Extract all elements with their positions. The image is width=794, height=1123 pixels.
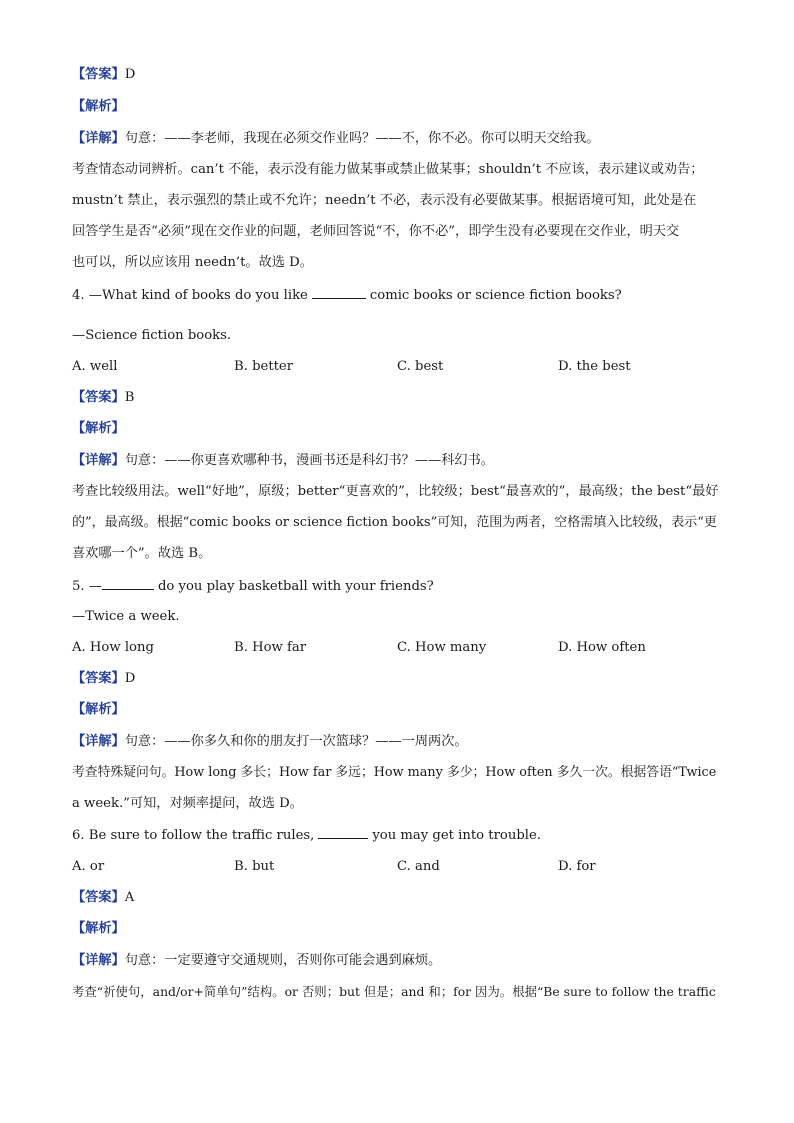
stem-part-b: do you play basketball with your friends? bbox=[157, 579, 434, 594]
q6-answer bbox=[72, 889, 134, 907]
answer-tag: 【答案】 bbox=[72, 67, 125, 82]
detail-text: 句意：——你多久和你的朋友打一次篮球？——一周两次。 bbox=[124, 734, 468, 749]
detail-text: 句意：一定要遵守交通规则，否则你可能会遇到麻烦。 bbox=[124, 953, 442, 968]
q4-answer bbox=[72, 389, 134, 407]
q3-explain-line: 考查情态动词辨析。can’t 不能，表示没有能力做某事或禁止做某事；shouldn’t 不应该，表示建议或劝告； bbox=[72, 162, 704, 177]
analysis-tag: 【解析】 bbox=[72, 99, 125, 114]
q4-explain-line: 喜欢哪一个”。故选 B。 bbox=[72, 546, 212, 561]
q4-analysis bbox=[72, 420, 125, 438]
detail-tag: 【详解】 bbox=[72, 453, 125, 468]
stem-part-b: comic books or science fiction books? bbox=[369, 288, 622, 303]
option-b: B. better bbox=[234, 359, 294, 374]
stem-part-a: 4. —What kind of books do you like bbox=[72, 288, 308, 303]
q4-stem bbox=[72, 286, 622, 305]
q3-explain-line: 回答学生是否“必须”现在交作业的问题，老师回答说“不，你不必”，即学生没有必要现在交作业，明天交 bbox=[72, 224, 680, 239]
option-a: A. well bbox=[72, 359, 118, 374]
option-d: D. the best bbox=[558, 359, 631, 374]
analysis-tag: 【解析】 bbox=[72, 702, 125, 717]
option-b: B. How far bbox=[234, 640, 307, 655]
detail-tag: 【详解】 bbox=[72, 953, 125, 968]
answer-value: D bbox=[124, 671, 136, 686]
q5-answer bbox=[72, 670, 135, 688]
answer-blank bbox=[102, 577, 154, 590]
q5-stem bbox=[72, 577, 434, 596]
analysis-tag: 【解析】 bbox=[72, 921, 125, 936]
q4-reply: —Science fiction books. bbox=[72, 328, 232, 343]
option-a: A. How long bbox=[72, 640, 154, 655]
option-c: C. and bbox=[397, 859, 440, 874]
option-a: A. or bbox=[72, 859, 105, 874]
detail-text: 句意：——李老师，我现在必须交作业吗？——不，你不必。你可以明天交给我。 bbox=[124, 131, 600, 146]
detail-tag: 【详解】 bbox=[72, 734, 125, 749]
option-d: D. How often bbox=[558, 640, 646, 655]
q4-detail bbox=[72, 452, 494, 470]
detail-text: 句意：——你更喜欢哪种书，漫画书还是科幻书？——科幻书。 bbox=[124, 453, 494, 468]
analysis-tag: 【解析】 bbox=[72, 421, 125, 436]
q3-explain-line: mustn’t 禁止，表示强烈的禁止或不允许；needn’t 不必，表示没有必要做某事。根据语境可知，此处是在 bbox=[72, 193, 697, 208]
answer-value: D bbox=[124, 67, 136, 82]
stem-part-a: 6. Be sure to follow the traffic rules, bbox=[72, 828, 315, 843]
q6-analysis bbox=[72, 920, 125, 938]
answer-value: B bbox=[124, 390, 135, 405]
q5-explain-line: a week.”可知，对频率提问，故选 D。 bbox=[72, 796, 303, 811]
stem-part-a: 5. — bbox=[72, 579, 102, 594]
q3-answer bbox=[72, 66, 135, 84]
stem-part-b: you may get into trouble. bbox=[372, 828, 541, 843]
q4-explain-line: 的”，最高级。根据“comic books or science fiction books”可知，范围为两者，空格需填入比较级，表示“更 bbox=[72, 515, 717, 530]
option-c: C. best bbox=[397, 359, 444, 374]
q3-detail bbox=[72, 130, 600, 148]
q5-analysis bbox=[72, 701, 125, 719]
answer-blank bbox=[312, 286, 366, 299]
q5-detail bbox=[72, 733, 468, 751]
answer-tag: 【答案】 bbox=[72, 890, 125, 905]
q6-explain-line: 考查“祈使句，and/or+简单句”结构。or 否则；but 但是；and 和；for 因为。根据“Be sure to follow the traffic bbox=[72, 984, 716, 999]
q3-explain-line: 也可以，所以应该用 needn’t。故选 D。 bbox=[72, 255, 313, 270]
q6-stem bbox=[72, 826, 541, 845]
q4-explain-line: 考查比较级用法。well“好地”，原级；better“更喜欢的”，比较级；best“最喜欢的”，最高级；the best“最好 bbox=[72, 484, 719, 499]
q5-explain-line: 考查特殊疑问句。How long 多长；How far 多远；How many 多少；How often 多久一次。根据答语“Twice bbox=[72, 765, 717, 780]
q3-analysis bbox=[72, 98, 125, 116]
option-d: D. for bbox=[558, 859, 596, 874]
q5-reply: —Twice a week. bbox=[72, 609, 180, 624]
option-c: C. How many bbox=[397, 640, 487, 655]
option-b: B. but bbox=[234, 859, 275, 874]
answer-tag: 【答案】 bbox=[72, 671, 125, 686]
answer-blank bbox=[318, 826, 368, 839]
answer-tag: 【答案】 bbox=[72, 390, 125, 405]
detail-tag: 【详解】 bbox=[72, 131, 125, 146]
answer-value: A bbox=[124, 890, 135, 905]
q6-detail bbox=[72, 952, 441, 970]
